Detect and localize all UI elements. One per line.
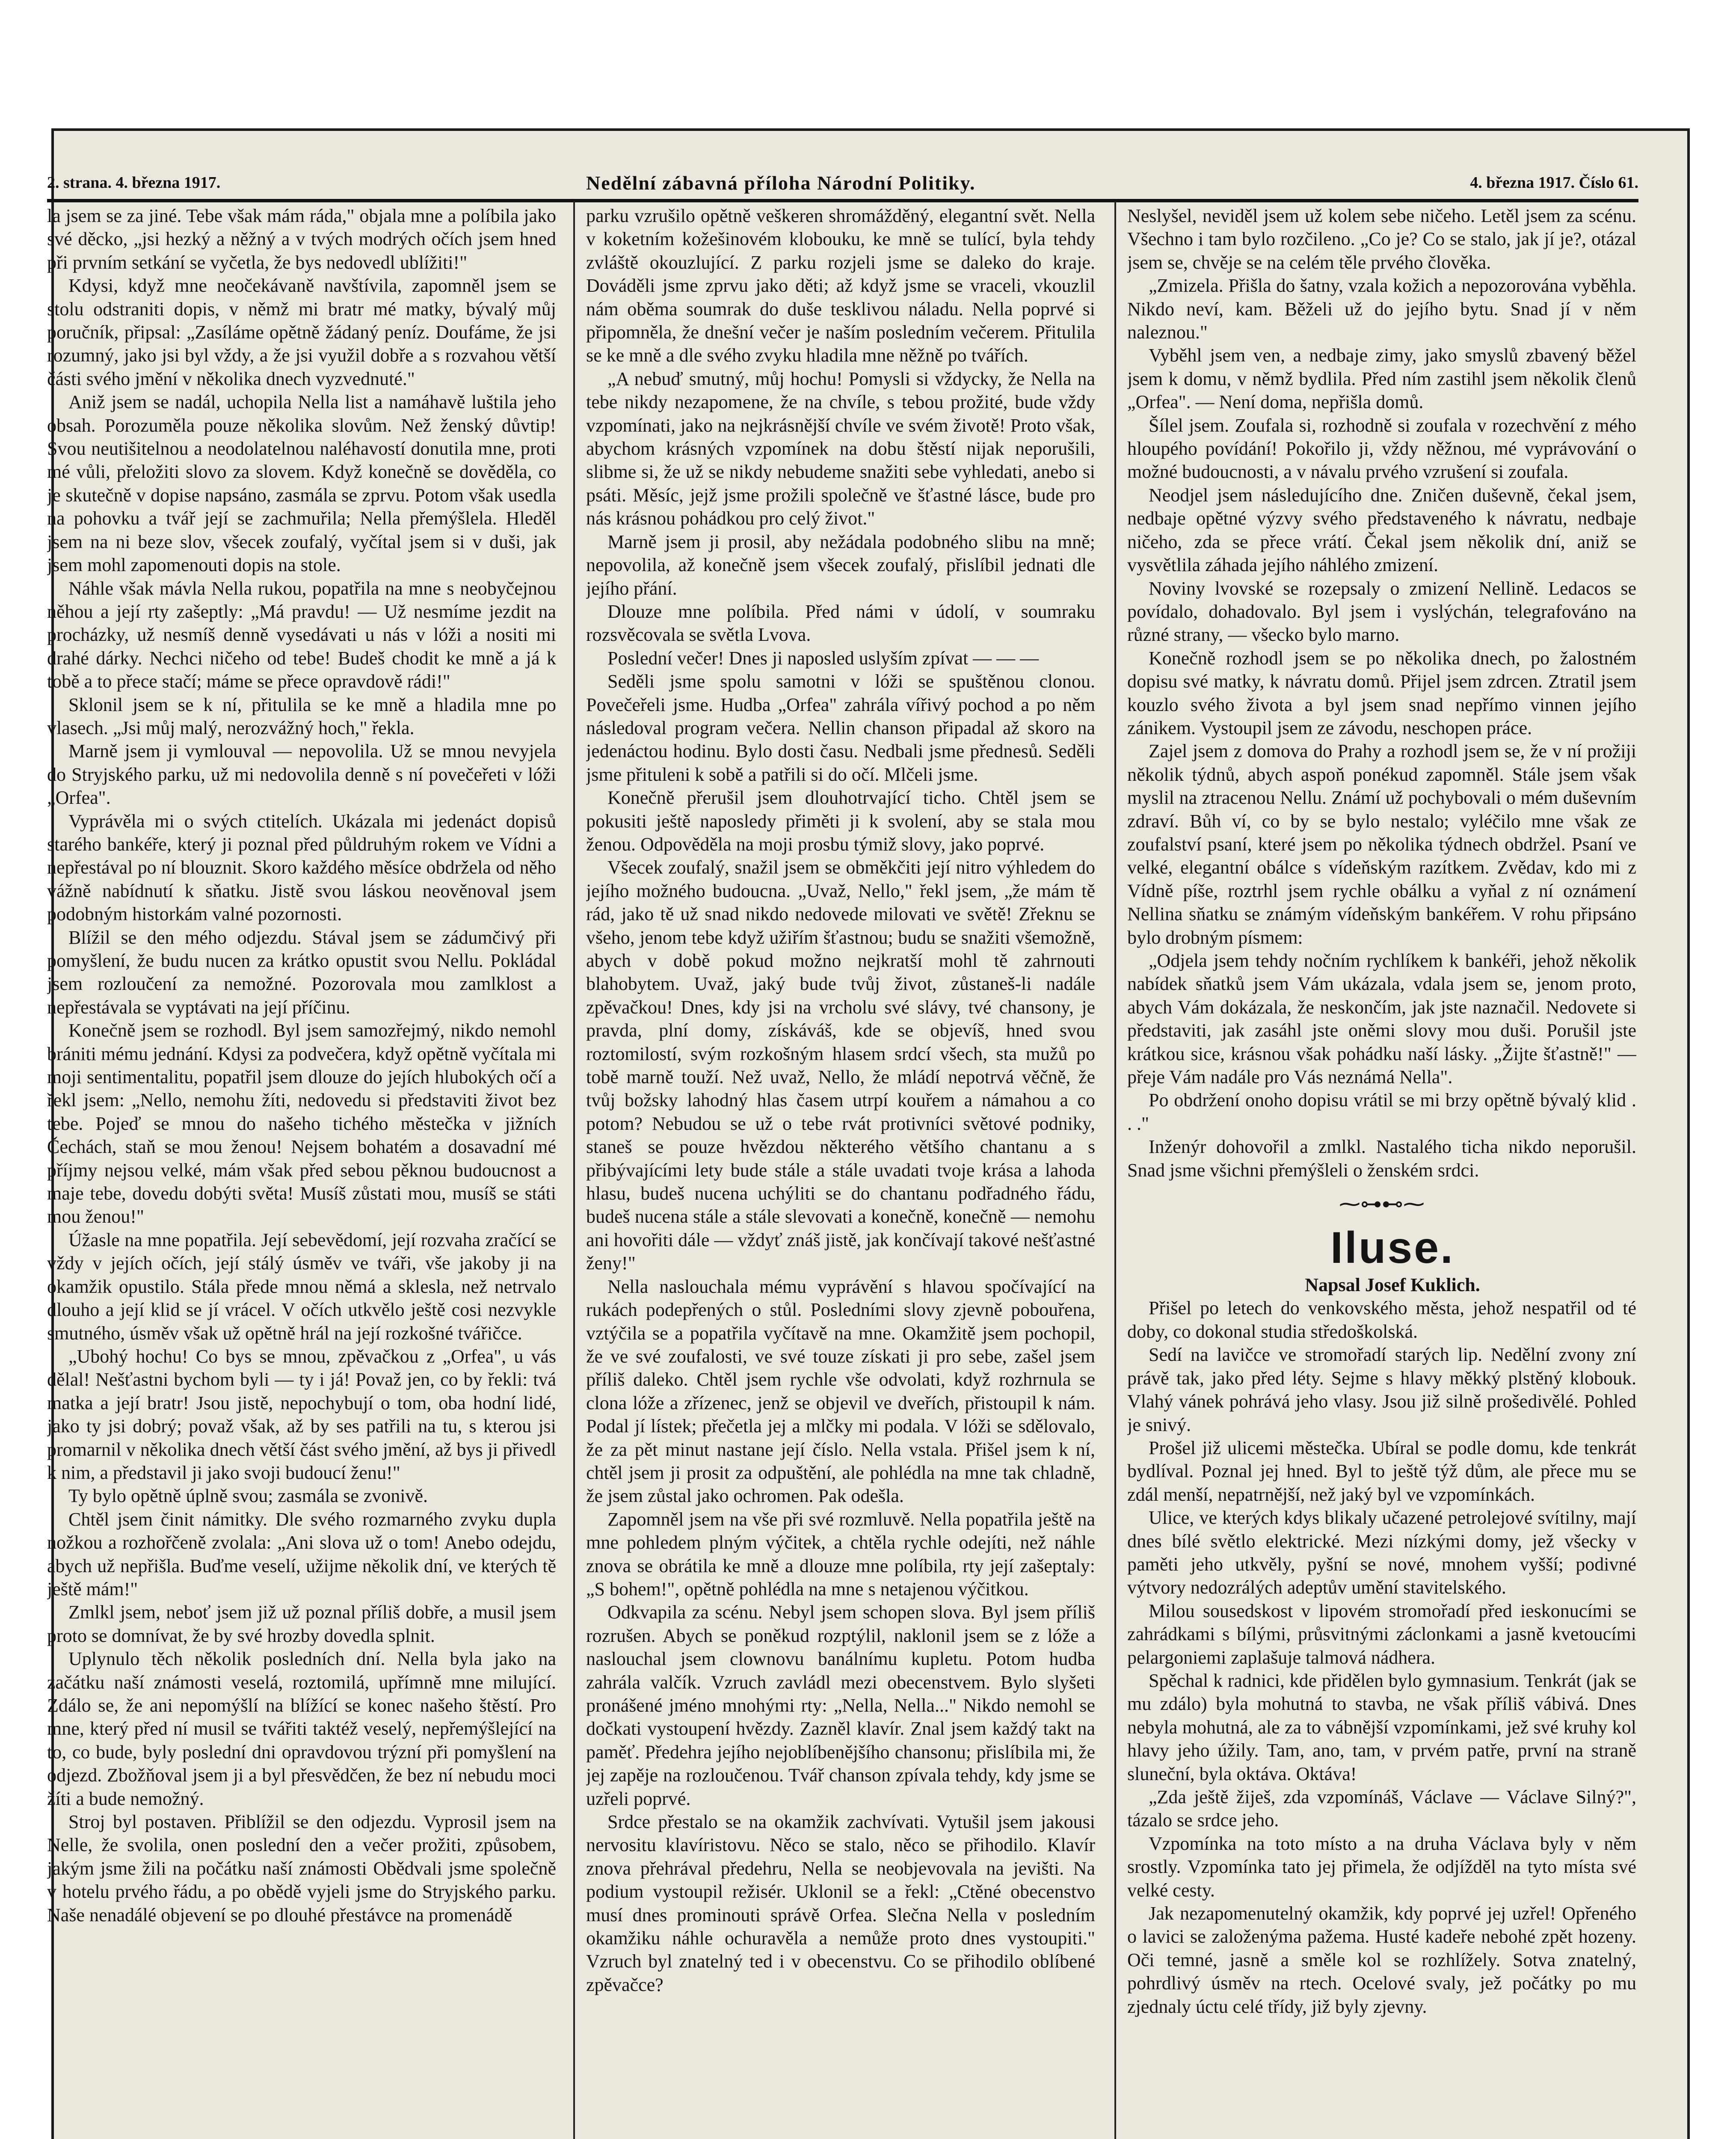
paragraph: la jsem se za jiné. Tebe však mám ráda," objala mne a políbila jako své děcko, „jsi hezký a něžný a v tvých modrých očích jsem hned při prvním setkání se vyčetla, že bys nedovedl ublížiti!" [47, 205, 556, 273]
paragraph: „Zda ještě žiješ, zda vzpomínáš, Václave — Václave Silný?", tázalo se srdce jeho. [1127, 1786, 1636, 1831]
paragraph: Vyprávěla mi o svých ctitelích. Ukázala mi jedenáct dopisů starého bankéře, který ji poznal před půldruhým rokem ve Vídni a nepřestával po ní blouznit. Skoro každého měsíce obdržela od něho vážně nabídnutí k sňatku. Jistě svou láskou neověnoval jsem podobným historkám valné pozornosti. [47, 810, 556, 925]
paragraph: Konečně jsem se rozhodl. Byl jsem samozřejmý, nikdo nemohl brániti mému jednání. Kdysi za podvečera, když opětně vyčítala mi moji sentimentalitu, popatřil jsem dlouze do jejích hlubokých očí a řekl jsem: „Nello, nemohu žíti, nedovedu si představiti život bez tebe. Pojeď se mnou do našeho tichého městečka v jižních Čechách, staň se mou ženou! Nejsem bohatém a dosavadní mé příjmy nejsou velké, mám však před sebou pěknou budoucnost a maje tebe, dovedu dobýti světa! Musíš zůstati mou, musíš se státi mou ženou!" [47, 1020, 556, 1227]
paragraph: Ulice, ve kterých kdys blikaly učazené petrolejové svítilny, mají dnes bílé světlo elektrické. Mezi nízkými domy, jež všecky v paměti jeho utkvěly, pyšní se nové, mnohem vyšší; podivné výtvory nedozrálých adeptův umění stavitelského. [1127, 1507, 1636, 1598]
paragraph: Neslyšel, neviděl jsem už kolem sebe ničeho. Letěl jsem za scénu. Všechno i tam bylo rozčileno. „Co je? Co se stalo, jak jí je?, otázal jsem se, chvěje se na celém těle prvého člověka. [1127, 205, 1636, 273]
paragraph: Chtěl jsem činit námitky. Dle svého rozmarného zvyku dupla nožkou a rozhořčeně zvolala: „Ani slova už o tom! Anebo odejdu, abych už nepřišla. Buďme veselí, užijme několik dní, ve kterých tě ještě mám!" [47, 1508, 556, 1600]
paragraph: Marně jsem ji vymlouval — nepovolila. Už se mnou nevyjela do Stryjského parku, už mi nedovolila denně s ní povečeřeti v lóži „Orfea". [47, 741, 556, 809]
paragraph: „A nebuď smutný, můj hochu! Pomysli si vždycky, že Nella na tebe nikdy nezapomene, že na chvíle, s tebou prožité, bude vždy vzpomínati, jako na nejkrásnější chvíle ve svém životě! Proto však, abychom krásných vzpomínek na dobu štěstí nijak neporušili, slibme si, že už se nikdy nebudeme snažiti sebe vyhledati, anebo si psáti. Měsíc, jejž jsme prožili společně ve šťastné lásce, bude pro nás krásnou pohádkou pro celý život." [586, 368, 1095, 529]
paragraph: Všecek zoufalý, snažil jsem se obměkčiti její nitro výhledem do jejího možného budoucna. „Uvaž, Nello," řekl jsem, „že mám tě rád, jako tě už snad nikdo nedovede milovati ve světě! Zřeknu se všeho, jenom tebe když užiřím šťastnou; budu se snažiti všemožně, abych v době pokud možno nejkratší mohl tě zahrnouti blahobytem. Uvaž, jaký bude tvůj život, zůstaneš-li nadále zpěvačkou! Dnes, kdy jsi na vrcholu své slávy, tvé chansony, je pravda, plní domy, získáváš, kde se objevíš, hned svou roztomilostí, svým rozkošným hlasem srdcí všech, sta mužů po tobě marně touží. Než uvaž, Nello, že mládí nepotrvá věčně, že tvůj božsky lahodný hlas časem utrpí kouřem a námahou a co potom? Nebudou se už o tebe rvát protivníci světové podniky, staneš se pouze hvězdou některého většího chantanu a s přibývajícími lety bude stále a stále uvadati tvoje krása a lahoda hlasu, budeš nucena uchýliti se do chantanu podřadného řádu, budeš nucena stále a stále slevovati a konečně, konečně — nemohu ani hovořiti dále — vždyť znáš jistě, jak končívají takové nešťastné ženy!" [586, 857, 1095, 1274]
paragraph: Odkvapila za scénu. Nebyl jsem schopen slova. Byl jsem příliš rozrušen. Abych se poněkud rozptýlil, naklonil jsem se z lóže a naslouchal jsem clownovu banálnímu kupletu. Potom hudba zahrála valčík. Vzruch zavládl mezi obecenstvem. Bylo slyšeti pronášené jméno mnohými rty: „Nella, Nella..." Nikdo nemohl se dočkati vystoupení hvězdy. Zazněl klavír. Znal jsem každý takt na paměť. Předehra jejího nejoblíbenějšího chansonu; přislíbila mi, že jej zapěje na rozloučenou. Tvář chanson zpívala tehdy, kdy jsme se uzřeli poprvé. [586, 1602, 1095, 1809]
header-right: 4. března 1917. Číslo 61. [1470, 174, 1638, 192]
paragraph: Prošel již ulicemi městečka. Ubíral se podle domu, kde tenkrát bydlíval. Poznal jej hned. Byl to ještě týž dům, ale přece mu se zdál menší, nepatrnější, než jaký byl ve vzpomínkách. [1127, 1437, 1636, 1505]
paragraph: „Zmizela. Přišla do šatny, vzala kožich a nepozorována vyběhla. Nikdo neví, kam. Běželi už do jejího bytu. Snad jí v něm naleznou." [1127, 275, 1636, 343]
paragraph: Šílel jsem. Zoufala si, rozhodně si zoufala v rozechvění z mého hloupého povídání! Pokořilo ji, vždy něžnou, mé vyprávování o možné budoucnosti, a v návalu prvého vzrušení si zoufala. [1127, 415, 1636, 483]
paragraph: Milou sousedskost v lipovém stromořadí před ieskonucími se zahrádkami s bílými, průsvitnými záclonkami a jasně kvetoucími pelargoniemi zaplašuje talmová nádhera. [1127, 1600, 1636, 1668]
paragraph: „Ubohý hochu! Co bys se mnou, zpěvačkou z „Orfea", u vás dělal! Nešťastni bychom byli — ty i já! Považ jen, co by řekli: tvá matka a její bratr! Jsou jistě, nepochybují o tom, oba hodní lidé, jako ty jsi dobrý; považ však, až by ses patřili na tu, s kterou jsi promarnil v několika dnech větší část svého jmění, až bys ji přivedl k nim, a představil ji jako svoji budoucí ženu!" [47, 1345, 556, 1483]
article-title: Iluse. [1330, 1223, 1455, 1273]
paragraph: Nella naslouchala mému vyprávění s hlavou spočívající na rukách podepřených o stůl. Posledními slovy zjevně pobouřena, vztýčila se a popatřila vyčítavě na mne. Okamžitě jsem pochopil, že ve své zoufalosti, ve své touze získati ji pro sebe, zašel jsem příliš daleko. Chtěl jsem rychle vše odvolati, když rozhrnula se clona lóže a zřízenec, jenž se objevil ve dveřích, přistoupil k nám. Podal jí lístek; přečetla jej a mlčky mi podala. V lóži se sdělovalo, že za pět minut nastane její číslo. Nella vstala. Přišel jsem k ní, chtěl jsem ji prosit za odpuštění, ale pohlédla na mne tak chladně, že jsem zůstal jako ochromen. Pak odešla. [586, 1276, 1095, 1507]
column-1 [47, 204, 556, 2139]
column-3 [1127, 204, 1636, 2139]
paragraph: Srdce přestalo se na okamžik zachvívati. Vytušil jsem jakousi nervositu klavíristovu. Něco se stalo, něco se přihodilo. Klavír znova přehrával předehru, Nella se neobjevovala na jevišti. Na podium vystoupil režisér. Uklonil se a řekl: „Ctěné obecenstvo musí dnes prominouti správě Orfea. Slečna Nella v posledním okamžiku náhle ochuravěla a nemůže proto dnes vystoupiti." Vzruch byl znatelný ted i v obecenstvu. Co se přihodilo oblíbené zpěvačce? [586, 1811, 1095, 1995]
paragraph: Vyběhl jsem ven, a nedbaje zimy, jako smyslů zbavený běžel jsem k domu, v němž bydlila. Před ním zastihl jsem několik členů „Orfea". — Není doma, nepřišla domů. [1127, 345, 1636, 413]
paragraph: Poslední večer! Dnes ji naposled uslyším zpívat — — — [607, 647, 1039, 669]
column-rule [573, 201, 575, 2139]
paragraph: Konečně přerušil jsem dlouhotrvající ticho. Chtěl jsem se pokusiti ještě naposledy přiměti ji k svolení, aby se stala mou ženou. Odpověděla na moji prosbu týmiž slovy, jako poprvé. [586, 787, 1095, 855]
paragraph: Přišel po letech do venkovského města, jehož nespatřil od té doby, co dokonal studia středoškolská. [1127, 1298, 1636, 1342]
paragraph: Spěchal k radnici, kde přidělen bylo gymnasium. Tenkrát (jak se mu zdálo) byla mohutná to stavba, ne však příliš vábivá. Dnes nebyla mohutná, ale za to vábnější vzpomínkami, jež své kruhy kol hlavy jeho úžily. Tam, ano, tam, v prvém patře, první na straně sluneční, byla oktáva. Oktáva! [1127, 1670, 1636, 1784]
paragraph: Uplynulo těch několik posledních dní. Nella byla jako na začátku naší známosti veselá, roztomilá, upřímně mne milující. Zdálo se, že ani nepomýšlí na blížící se konec našeho štěstí. Pro mne, který před ní musil se tvářiti taktéž veselý, nepřemýšlející na to, co bude, byly poslední dni opravdovou trýzní při pomyšlení na odjezd. Zbožňoval jsem ji a byl přesvědčen, že bez ní nebudu moci žíti a bude nemožný. [47, 1648, 556, 1809]
section-ornament: ⁓⊶⊷⁓ [1339, 1192, 1425, 1216]
paragraph: parku vzrušilo opětně veškeren shromážděný, elegantní svět. Nella v koketním kožešinovém klobouku, ke mně se tulící, byla tehdy zvláště okouzlující. Z parku rozjeli jsme se daleko do kraje. Dováděli jsme zprvu jako děti; až když jsme se vraceli, vkouzlil nám oběma soumrak do duše tesklivou náladu. Nella poprvé si připomněla, že dnešní večer je naším posledním večerem. Přitulila se ke mně a dle svého zvyku hladila mne něžně po tvářích. [586, 205, 1095, 366]
paragraph: Dlouze mne políbila. Před námi v údolí, v soumraku rozsvěcovala se světla Lvova. [586, 601, 1095, 646]
paragraph: Neodjel jsem následujícího dne. Zničen duševně, čekal jsem, nedbaje opětné výzvy svého představeného k návratu, nedbaje ničeho, zda se přece vrátí. Čekal jsem několik dní, aniž se vysvětlila záhada jejího náhlého zmizení. [1127, 484, 1636, 576]
paragraph: Sedí na lavičce ve stromořadí starých lip. Nedělní zvony zní právě tak, jako před léty. Sejme s hlavy měkký plstěný klobouk. Vlahý vánek pohrává jeho vlasy. Jsou již silně prošedivělé. Pohled je snivý. [1127, 1344, 1636, 1435]
paragraph: Marně jsem ji prosil, aby nežádala podobného slibu na mně; nepovolila, až konečně jsem všecek zoufalý, přislíbil jednati dle jejího přání. [586, 531, 1095, 599]
paragraph: Náhle však mávla Nella rukou, popatřila na mne s neobyčejnou něhou a její rty zašeptly: „Má pravdu! — Už nesmíme jezdit na procházky, už nesmíš denně vysedávati u nás v lóži a nositi mi drahé dárky. Nechci ničeho od tebe! Budeš chodit ke mně a já k tobě a to přece stačí; máme se přece opravdově rádi!" [47, 578, 556, 692]
paragraph: Kdysi, když mne neočekávaně navštívila, zapomněl jsem se stolu odstraniti dopis, v němž mi bratr mé matky, bývalý můj poručník, připsal: „Zasíláme opětně žádaný peníz. Doufáme, že jsi rozumný, jako jsi byl vždy, a že jsi využil dobře a s rozvahou větší části svého jmění v několika dnech vyzvednuté." [47, 275, 556, 389]
paragraph: Zmlkl jsem, neboť jsem již už poznal příliš dobře, a musil jsem proto se domnívat, že by své hrozby dovedla splnit. [47, 1602, 556, 1646]
paragraph: Úžasle na mne popatřila. Její sebevědomí, její rozvaha zračící se vždy v jejích očích, její stálý úsměv ve tváři, vše jakoby ji na okamžik opustilo. Stála přede mnou němá a sklesla, než netrvalo dlouho a její klid se jí vrácel. V očích utkvělo ještě cosi nezvykle smutného, úsměv však už opětně hrál na její rozkošné tvářičce. [47, 1229, 556, 1344]
paragraph: Vzpomínka na toto místo a na druha Václava byly v něm srostly. Vzpomínka tato jej přimela, že odjížděl na tyto místa své velké cesty. [1127, 1833, 1636, 1901]
header-center: Nedělní zábavná příloha Národní Politiky. [586, 172, 976, 194]
paragraph: Konečně rozhodl jsem se po několika dnech, po žalostném dopisu své matky, k návratu domů. Přijel jsem zdrcen. Ztratil jsem kouzlo svého života a byl jsem snad nepřímo vinnen jejího zánikem. Vystoupil jsem ze závodu, neschopen práce. [1127, 647, 1636, 738]
column-2 [586, 204, 1095, 2139]
paragraph: Stroj byl postaven. Přiblížil se den odjezdu. Vyprosil jsem na Nelle, že svolila, onen poslední den a večer prožiti, způsobem, jakým jsme žili na počátku naší známosti Obědvali jsme společně v hotelu prvého řádu, a po obědě vyjeli jsme do Stryjského parku. Naše nenadálé objevení se po dlouhé přestávce na promenádě [47, 1811, 556, 1926]
paragraph: Blížil se den mého odjezdu. Stával jsem se zádumčivý při pomyšlení, že budu nucen za krátko opustit svou Nellu. Pokládal jsem rozloučení za nemožné. Pozorovala mou zamlklost a nepřestávala se vyptávati na její příčinu. [47, 927, 556, 1018]
paragraph: „Odjela jsem tehdy nočním rychlíkem k bankéři, jehož několik nabídek sňatků jsem Vám ukázala, vdala jsem se, jenom proto, abych Vám dokázala, že neskončím, jak jste naznačil. Nedovete si představiti, jak zasáhl jste oněmi slovy mou duši. Porušil jste krátkou sice, krásnou však pohádku naší lásky. „Žijte šťastně!" — přeje Vám nadále pro Vás neznámá Nella". [1127, 950, 1636, 1088]
header-left: 2. strana. 4. března 1917. [47, 174, 221, 192]
paragraph: Zapomněl jsem na vše při své rozmluvě. Nella popatřila ještě na mne pohledem plným výčitek, a chtěla rychle odejíti, než náhle znova se obrátila ke mně a dlouze mne políbila, rty její zašeptaly: „S bohem!", opětně pohlédla na mne s netajenou výčitkou. [586, 1508, 1095, 1600]
paragraph: Po obdržení onoho dopisu vrátil se mi brzy opětně bývalý klid . . ." [1127, 1090, 1636, 1134]
paragraph: Noviny lvovské se rozepsaly o zmizení Nellině. Ledacos se povídalo, dohadovalo. Byl jsem i vyslýchán, telegrafováno na různé strany, — všecko bylo marno. [1127, 578, 1636, 646]
paragraph: Ty bylo opětně úplně svou; zasmála se zvonivě. [68, 1485, 428, 1507]
paragraph: Seděli jsme spolu samotni v lóži se spuštěnou clonou. Povečeřeli jsme. Hudba „Orfea" zahrála vířivý pochod a po něm následoval program večera. Nellin chanson připadal až skoro na jedenáctou hodinu. Bylo dosti času. Nedbali jsme přednesů. Seděli jsme přituleni k sobě a patřili si do očí. Mlčeli jsme. [586, 671, 1095, 785]
paragraph: Zajel jsem z domova do Prahy a rozhodl jsem se, že v ní prožiji několik týdnů, abych aspoň ponékud zapomněl. Stále jsem však myslil na ztracenou Nellu. Známí už pochybovali o mém duševním zdraví. Bůh ví, co by se bylo nestalo; vyléčilo mne však ze zoufalství psaní, které jsem po několika týdnech obdržel. Psaní ve velké, elegantní obálce s vídeňským razítkem. Zvědav, kdo mi z Vídně píše, roztrhl jsem rychle obálku a vyňal z ní oznámení Nellina sňatku se známým vídeňským bankéřem. V rohu připsáno bylo drobným písmem: [1127, 741, 1636, 948]
paragraph: Aniž jsem se nadál, uchopila Nella list a namáhavě luštila jeho obsah. Porozuměla pouze několika slovům. Než ženský důvtip! Svou neutišitelnou a neodolatelnou naléhavostí donutila mne, proti mé vůli, přeložiti slovo za slovem. Když konečně se dověděla, co je skutečně v dopise napsáno, zasmála se zprvu. Potom však usedla na pohovku a tvář její se zachmuřila; Nella přemýšlela. Hleděl jsem na ni beze slov, všecek zoufalý, vyčítal jsem si v duši, jak jsem mohl zapomenouti dopis na stole. [47, 391, 556, 576]
page-header [47, 169, 1638, 202]
paragraph: Inženýr dohovořil a zmlkl. Nastalého ticha nikdo neporušil. Snad jsme všichni přemýšleli o ženském srdci. [1127, 1136, 1636, 1181]
paragraph: Jak nezapomenutelný okamžik, kdy poprvé jej uzřel! Opřeného o lavici se založenýma pažema. Husté kadeře nebohé zpět hozeny. Oči temné, jasně a směle kol se rozhlížely. Sotva znatelný, pohrdlivý úsměv na rtech. Ocelové svaly, jež počátky po mu zjednaly úctu celé třídy, již byly zjevny. [1127, 1903, 1636, 2017]
article-byline: Napsal Josef Kuklich. [1305, 1274, 1480, 1296]
paragraph: Sklonil jsem se k ní, přitulila se ke mně a hladila mne po vlasech. „Jsi můj malý, nerozvážný hoch," řekla. [47, 694, 556, 738]
column-rule [1114, 201, 1116, 2139]
